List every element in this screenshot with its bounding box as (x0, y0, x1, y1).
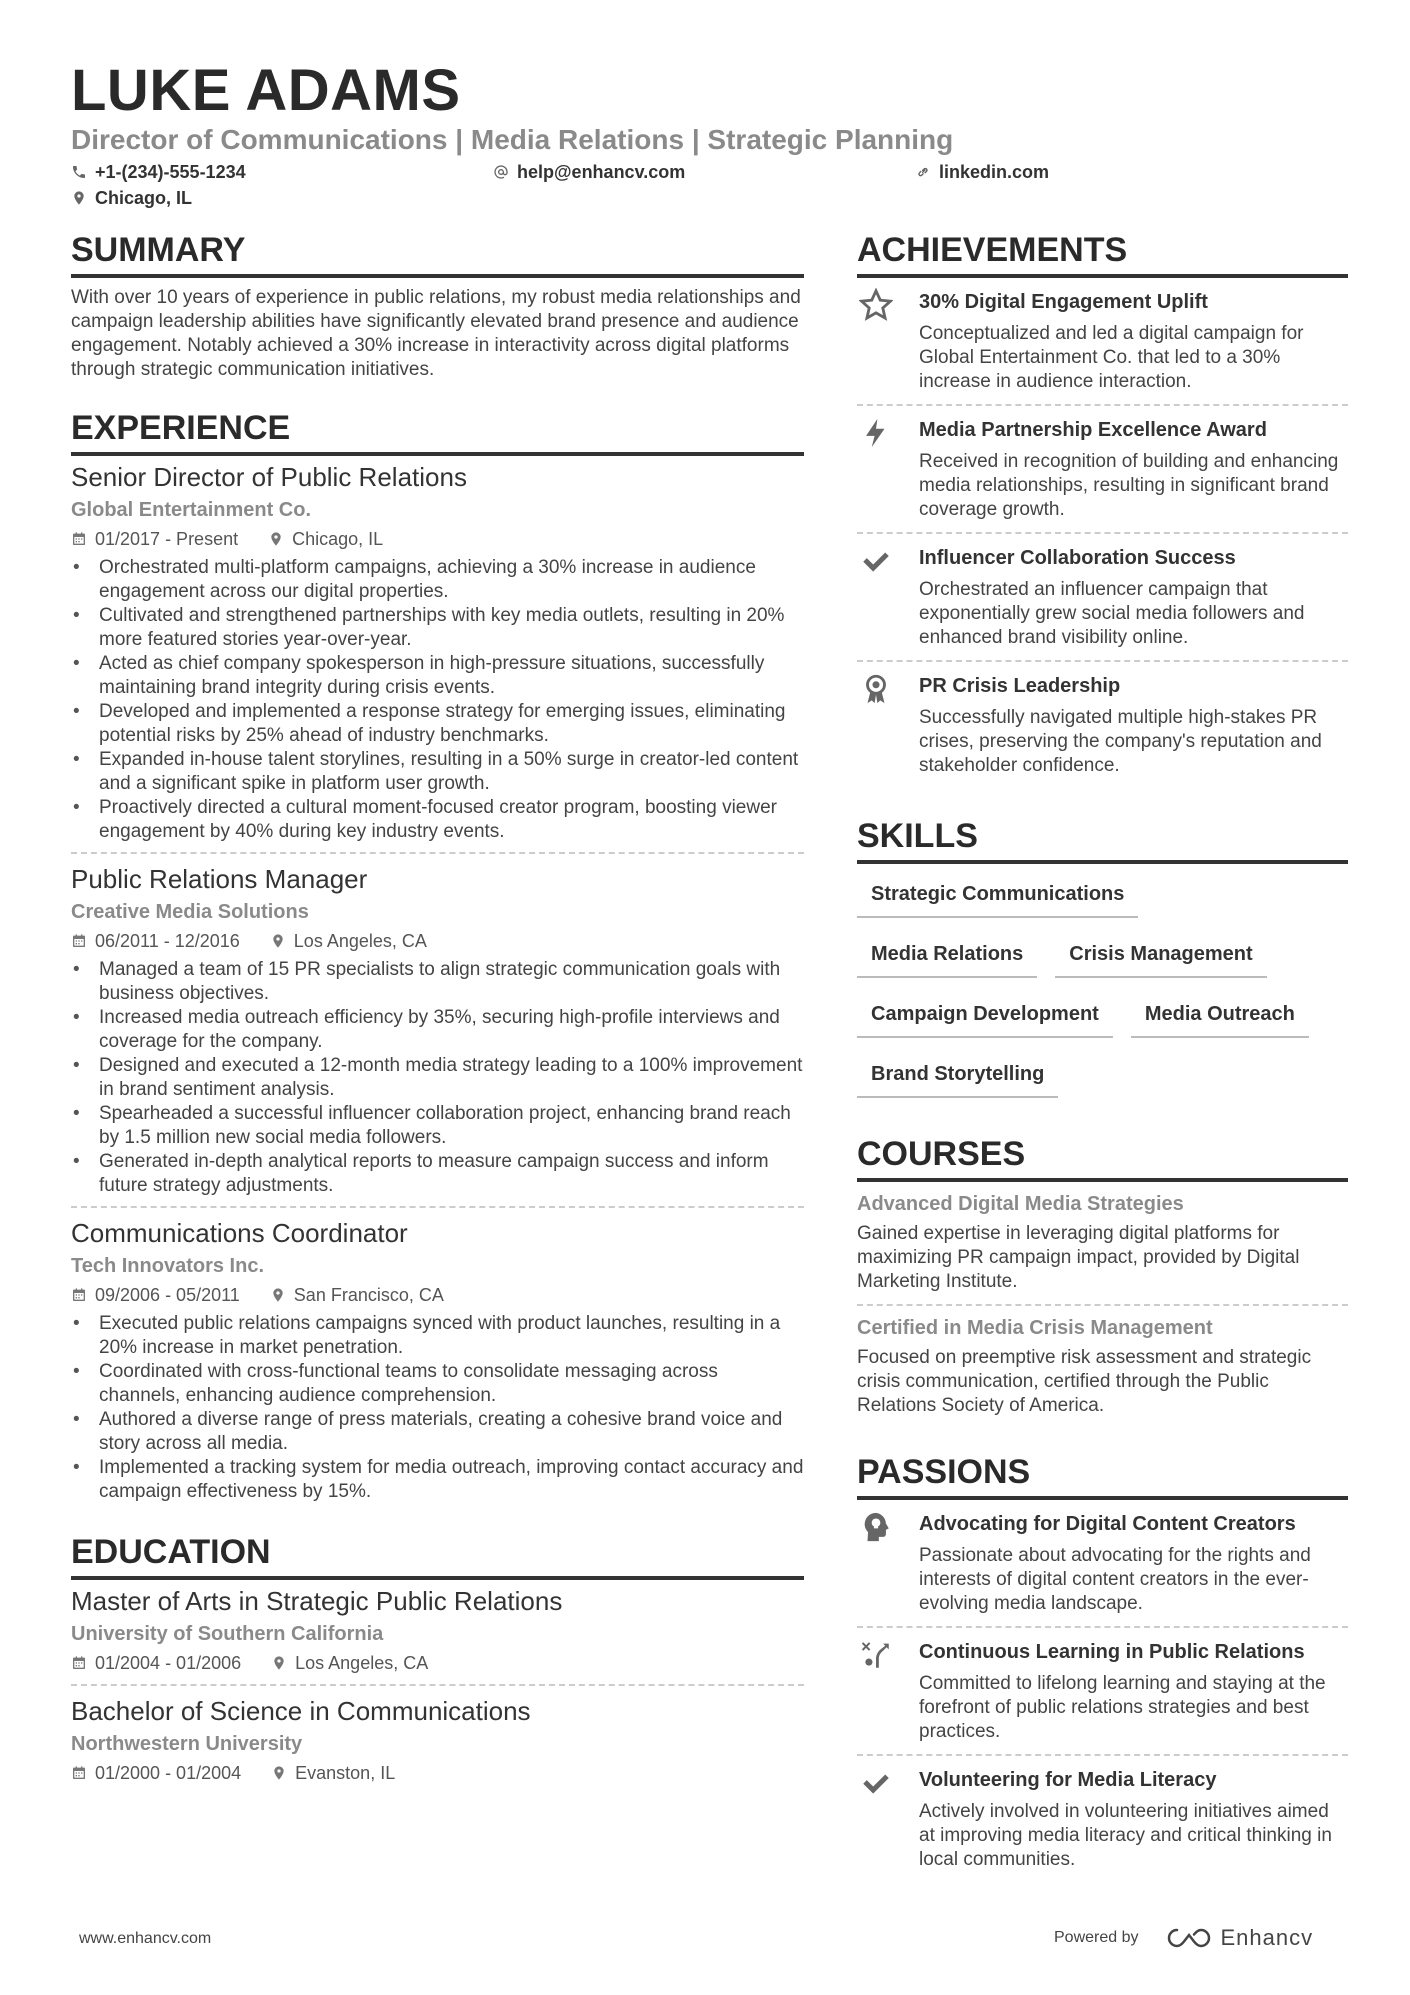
summary-section (71, 230, 804, 382)
job-company: Creative Media Solutions (71, 901, 309, 923)
job-dates (71, 928, 240, 954)
job-bullets (71, 556, 804, 844)
check-icon (857, 544, 919, 650)
skills-title: SKILLS (857, 816, 1348, 864)
job-location (270, 1282, 444, 1308)
passion-title: Continuous Learning in Public Relations (919, 1641, 1305, 1663)
education-dates-text: 01/2004 - 01/2006 (95, 1653, 242, 1673)
achievement-desc: Successfully navigated multiple high-stakes PR crises, preserving the company's reputation and stakeholder confidence. (919, 707, 1322, 776)
achievement-item (857, 404, 1348, 532)
star-icon (857, 288, 919, 394)
footer-powered-by (1054, 1925, 1313, 1951)
location-pin-icon (270, 933, 286, 949)
passion-desc: Committed to lifelong learning and staying at the forefront of public relations strategies and best practices. (919, 1673, 1326, 1742)
bullet-item: • Orchestrated multi-platform campaigns, achieving a 30% increase in audience engagement across our digital properties. (71, 556, 804, 604)
achievement-desc: Conceptualized and led a digital campaign for Global Entertainment Co. that led to a 30% increase in audience interaction. (919, 323, 1304, 392)
courses-title: COURSES (857, 1134, 1348, 1182)
bullet-item: • Managed a team of 15 PR specialists to align strategic communication goals with business objectives. (71, 958, 804, 1006)
skills-section (857, 816, 1348, 1114)
job-dates-text: 06/2011 - 12/2016 (95, 931, 240, 951)
link-icon (915, 164, 931, 180)
passion-item (857, 1754, 1348, 1882)
bullet-item: • Expanded in-house talent storylines, resulting in a 50% surge in creator-led content and a significant spike in platform user growth. (71, 748, 804, 796)
calendar-icon (71, 933, 87, 949)
phone-icon (71, 164, 87, 180)
job-location (268, 526, 383, 552)
passions-section (857, 1452, 1348, 1882)
calendar-icon (71, 1765, 87, 1781)
bullet-item: • Coordinated with cross-functional teams to consolidate messaging across channels, enhancing audience comprehension. (71, 1360, 804, 1408)
head-idea-icon (857, 1510, 919, 1616)
powered-by-label: Powered by (1054, 1929, 1139, 1946)
experience-section (71, 408, 804, 1512)
job-meta (71, 1282, 804, 1308)
job-location-text: Los Angeles, CA (293, 931, 427, 951)
education-location (271, 1650, 428, 1676)
degree-title: Bachelor of Science in Communications (71, 1696, 531, 1726)
job-entry (71, 460, 804, 852)
bullet-item: • Authored a diverse range of press materials, creating a cohesive brand voice and story across all media. (71, 1408, 804, 1456)
education-meta (71, 1760, 804, 1786)
job-company: Global Entertainment Co. (71, 499, 312, 521)
course-item (857, 1304, 1348, 1428)
skill-tag: Campaign Development (857, 994, 1113, 1038)
achievement-title: Influencer Collaboration Success (919, 547, 1236, 569)
calendar-icon (71, 531, 87, 547)
education-location-text: Evanston, IL (295, 1763, 396, 1783)
job-dates-text: 01/2017 - Present (95, 529, 239, 549)
bullet-item: • Implemented a tracking system for media outreach, improving contact accuracy and campaign effectiveness by 15%. (71, 1456, 804, 1504)
achievement-item (857, 532, 1348, 660)
passion-item (857, 1626, 1348, 1754)
bullet-item: • Developed and implemented a response strategy for emerging issues, eliminating potential risks by 25% ahead of industry benchmarks. (71, 700, 804, 748)
education-title: EDUCATION (71, 1532, 804, 1580)
infinity-logo-icon (1165, 1925, 1213, 1951)
education-location-text: Los Angeles, CA (295, 1653, 429, 1673)
education-meta (71, 1650, 804, 1676)
achievements-title: ACHIEVEMENTS (857, 230, 1348, 278)
email-text: help@enhancv.com (517, 162, 686, 182)
job-dates (71, 1282, 240, 1308)
job-entry (71, 852, 804, 1206)
contact-location (71, 186, 192, 210)
bullet-item: • Spearheaded a successful influencer collaboration project, enhancing brand reach by 1.5 million new social media followers. (71, 1102, 804, 1150)
course-desc: Gained expertise in leveraging digital platforms for maximizing PR campaign impact, provided by Digital Marketing Institute. (857, 1223, 1300, 1292)
job-location-text: San Francisco, CA (293, 1285, 444, 1305)
bolt-icon (857, 416, 919, 522)
contact-email[interactable] (493, 160, 685, 184)
linkedin-text: linkedin.com (939, 162, 1050, 182)
course-item (857, 1182, 1348, 1304)
courses-section (857, 1134, 1348, 1428)
job-location (270, 928, 427, 954)
location-pin-icon (271, 1765, 287, 1781)
passion-desc: Passionate about advocating for the rights and interests of digital content creators in the ever-evolving media landscape. (919, 1545, 1311, 1614)
bullet-item: • Designed and executed a 12-month media strategy leading to a 100% improvement in brand sentiment analysis. (71, 1054, 804, 1102)
school-name: Northwestern University (71, 1733, 303, 1755)
calendar-icon (71, 1287, 87, 1303)
achievement-item (857, 278, 1348, 404)
job-location-text: Chicago, IL (292, 529, 384, 549)
contact-phone[interactable] (71, 160, 246, 184)
job-meta (71, 928, 804, 954)
skill-tag: Media Outreach (1131, 994, 1309, 1038)
education-dates-text: 01/2000 - 01/2004 (95, 1763, 242, 1783)
summary-title: SUMMARY (71, 230, 804, 278)
passion-desc: Actively involved in volunteering initiatives aimed at improving media literacy and critical thinking in local communities. (919, 1801, 1332, 1870)
school-name: University of Southern California (71, 1623, 384, 1645)
achievement-item (857, 660, 1348, 788)
location-pin-icon (71, 190, 87, 206)
job-company: Tech Innovators Inc. (71, 1255, 264, 1277)
job-title: Communications Coordinator (71, 1218, 408, 1248)
job-bullets (71, 958, 804, 1198)
education-entry (71, 1684, 804, 1794)
job-bullets (71, 1312, 804, 1504)
education-entry (71, 1584, 804, 1684)
phone-text: +1-(234)-555-1234 (95, 162, 246, 182)
passion-title: Advocating for Digital Content Creators (919, 1513, 1296, 1535)
award-ribbon-icon (857, 672, 919, 778)
job-dates (71, 526, 238, 552)
job-dates-text: 09/2006 - 05/2011 (95, 1285, 240, 1305)
skill-tag: Brand Storytelling (857, 1054, 1058, 1098)
skill-tag: Crisis Management (1055, 934, 1266, 978)
bullet-item: • Executed public relations campaigns synced with product launches, resulting in a 20% increase in market penetration. (71, 1312, 804, 1360)
experience-title: EXPERIENCE (71, 408, 804, 456)
footer-website[interactable]: www.enhancv.com (79, 1930, 212, 1947)
passions-title: PASSIONS (857, 1452, 1348, 1500)
job-title: Public Relations Manager (71, 864, 368, 894)
at-icon (493, 164, 509, 180)
contact-linkedin[interactable] (915, 160, 1049, 184)
bullet-item: • Generated in-depth analytical reports to measure campaign success and inform future strategy adjustments. (71, 1150, 804, 1198)
summary-text: With over 10 years of experience in public relations, my robust media relationships and campaign leadership abilities have significantly elevated brand presence and audience engagement. Notably achieved a 30% increase in interactivity across digital platforms through strategic communication initiatives. (71, 287, 801, 380)
brand-name: Enhancv (1220, 1925, 1314, 1950)
passion-title: Volunteering for Media Literacy (919, 1769, 1217, 1791)
achievement-title: 30% Digital Engagement Uplift (919, 291, 1208, 313)
left-column (71, 230, 804, 1794)
skills-list (857, 874, 1348, 1114)
education-section (71, 1532, 804, 1794)
location-pin-icon (271, 1655, 287, 1671)
achievement-desc: Received in recognition of building and enhancing media relationships, resulting in significant brand coverage growth. (919, 451, 1339, 520)
passion-item (857, 1500, 1348, 1626)
achievement-title: PR Crisis Leadership (919, 675, 1121, 697)
course-title: Certified in Media Crisis Management (857, 1317, 1213, 1339)
location-pin-icon (268, 531, 284, 547)
degree-title: Master of Arts in Strategic Public Relations (71, 1586, 563, 1616)
bullet-item: • Increased media outreach efficiency by 35%, securing high-profile interviews and coverage for the company. (71, 1006, 804, 1054)
achievement-desc: Orchestrated an influencer campaign that exponentially grew social media followers and enhanced brand visibility online. (919, 579, 1305, 648)
education-location (271, 1760, 395, 1786)
education-dates (71, 1650, 241, 1676)
achievement-title: Media Partnership Excellence Award (919, 419, 1267, 441)
job-title: Senior Director of Public Relations (71, 462, 467, 492)
skill-tag: Media Relations (857, 934, 1037, 978)
location-pin-icon (270, 1287, 286, 1303)
enhancv-logo[interactable] (1165, 1925, 1314, 1951)
job-entry (71, 1206, 804, 1512)
location-text: Chicago, IL (95, 188, 193, 208)
course-desc: Focused on preemptive risk assessment and strategic crisis communication, certified through the Public Relations Society of America. (857, 1347, 1312, 1416)
education-dates (71, 1760, 241, 1786)
right-column (857, 230, 1348, 1882)
course-title: Advanced Digital Media Strategies (857, 1193, 1184, 1215)
bullet-item: • Acted as chief company spokesperson in high-pressure situations, successfully maintaining brand integrity during crisis events. (71, 652, 804, 700)
job-meta (71, 526, 804, 552)
achievements-section (857, 230, 1348, 788)
bullet-item: • Cultivated and strengthened partnerships with key media outlets, resulting in 20% more featured stories year-over-year. (71, 604, 804, 652)
candidate-name: LUKE ADAMS (71, 58, 461, 123)
skill-tag: Strategic Communications (857, 874, 1138, 918)
strategy-path-icon (857, 1638, 919, 1744)
candidate-headline: Director of Communications | Media Relations | Strategic Planning (71, 124, 954, 155)
check-icon (857, 1766, 919, 1872)
calendar-icon (71, 1655, 87, 1671)
bullet-item: • Proactively directed a cultural moment-focused creator program, boosting viewer engagement by 40% during key industry events. (71, 796, 804, 844)
